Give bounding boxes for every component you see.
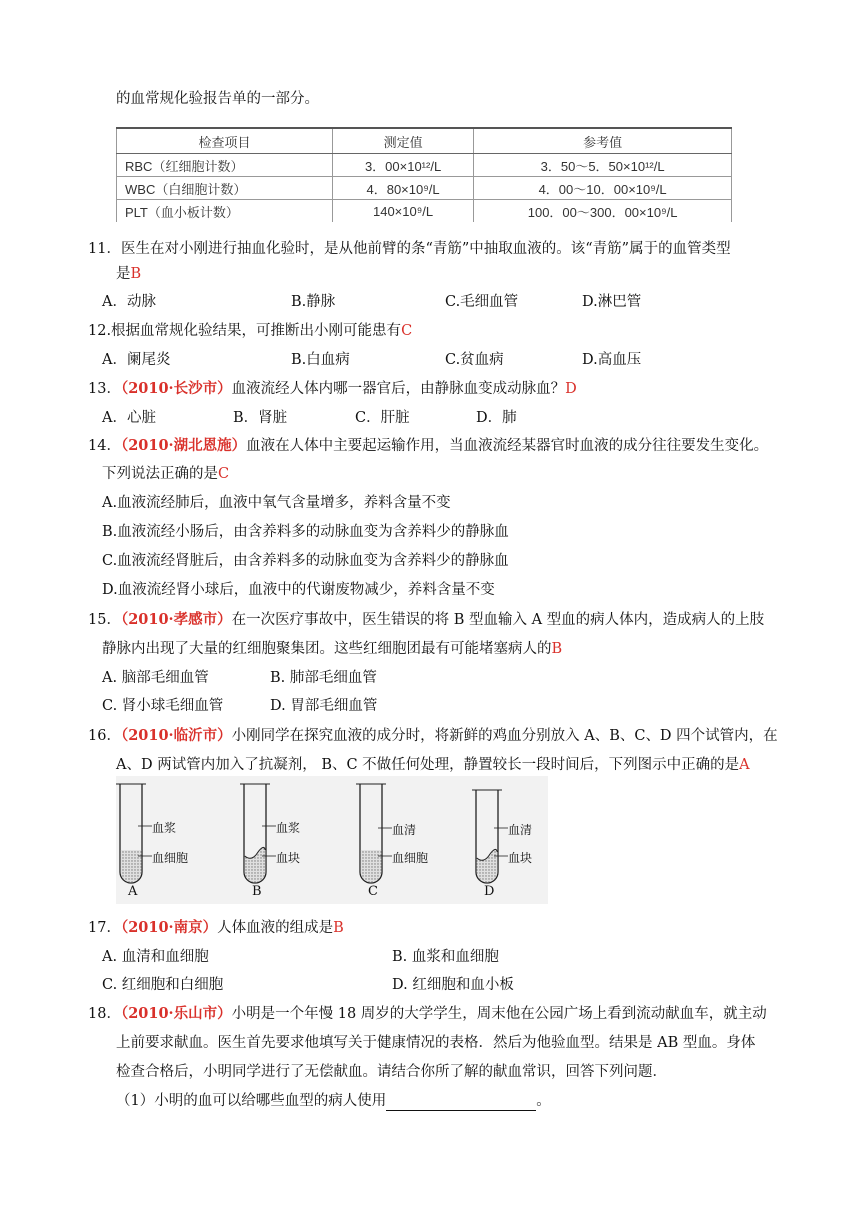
tube-c (356, 784, 392, 883)
q14-option-d: D.血液流经肾小球后，血液中的代谢废物减少，养料含量不变 (102, 582, 495, 598)
q13-option-c: C．肝脏 (355, 410, 410, 426)
q16-text (88, 726, 778, 746)
q18-num: 18． (88, 1006, 121, 1022)
q17-option-a: A. 血清和血细胞 (102, 949, 209, 965)
q17-num: 17． (88, 920, 121, 936)
header-item: 检查项目 (117, 128, 333, 154)
q14-line2 (102, 464, 229, 484)
q15-option-b: B. 肺部毛细血管 (270, 670, 377, 686)
q14-source: （2010·湖北恩施） (120, 437, 247, 454)
q17-stem: 人体血液的组成是 (217, 920, 334, 936)
q16-num: 16． (88, 728, 121, 744)
q16-line2 (116, 755, 750, 775)
row-value: 3．00×10¹²/L (332, 154, 473, 177)
row-ref: 100．00～300．00×10⁹/L (474, 200, 732, 223)
q18-source: （2010·乐山市） (120, 1005, 232, 1022)
tube-d (472, 790, 508, 883)
tube-a-letter: A (128, 884, 138, 899)
intro-text: 的血常规化验报告单的一部分。 (116, 91, 319, 107)
q14-stem: 血液在人体中主要起运输作用，当血液流经某器官时血液的成分往往要发生变化。 (246, 438, 769, 454)
q11-option-d: D.淋巴管 (582, 294, 642, 310)
q15-line2 (102, 639, 562, 659)
row-value: 4．80×10⁹/L (332, 177, 473, 200)
q12-stem: 12.根据血常规化验结果，可推断出小刚可能患有 (88, 323, 402, 339)
q16-answer: A (739, 757, 750, 773)
q14-option-a: A.血液流经肺后，血液中氧气含量增多，养料含量不变 (102, 495, 451, 511)
q16-line2-text: A、D 两试管内加入了抗凝剂， B、C 不做任何处理，静置较长一段时间后，下列图示中正确的是 (116, 757, 740, 773)
q15-line2-text: 静脉内出现了大量的红细胞聚集团。这些红细胞团最有可能堵塞病人的 (102, 641, 552, 657)
tube-b (240, 784, 276, 883)
test-tube-figure (116, 776, 548, 904)
q15-option-d: D. 胃部毛细血管 (270, 698, 378, 714)
q11-option-c: C.毛细血管 (445, 294, 519, 310)
table-row (117, 154, 732, 177)
q13-num: 13． (88, 381, 121, 397)
row-value: 140×10⁹/L (332, 200, 473, 223)
q16-stem: 小刚同学在探究血液的成分时，将新鲜的鸡血分别放入 A、B、C、D 四个试管内，在 (231, 728, 778, 744)
q12-option-c: C.贫血病 (445, 352, 504, 368)
tube-b-bottom-label: 血块 (276, 851, 301, 865)
q13-stem: 血液流经人体内哪一器官后，由静脉血变成动脉血？ (231, 381, 566, 397)
q17-text (88, 918, 344, 938)
q13-source: （2010·长沙市） (120, 380, 232, 397)
q11-line2-text: 是 (116, 266, 131, 282)
row-item: PLT（血小板计数） (117, 200, 333, 223)
q18-sub1-end: 。 (536, 1093, 551, 1109)
row-item: RBC（红细胞计数） (117, 154, 333, 177)
q18-text (88, 1004, 767, 1024)
q15-num: 15． (88, 612, 121, 628)
table-row (117, 177, 732, 200)
blood-test-table (116, 127, 732, 222)
q13-option-d: D．肺 (476, 410, 517, 426)
tube-c-letter: C (368, 884, 378, 899)
q14-option-c: C.血液流经肾脏后，由含养料多的动脉血变为含养料少的静脉血 (102, 553, 509, 569)
q15-source: （2010·孝感市） (120, 611, 232, 628)
q11-line2 (116, 264, 141, 284)
q15-option-c: C. 肾小球毛细血管 (102, 698, 224, 714)
q11-text: 11．医生在对小刚进行抽血化验时，是从他前臂的条“青筋”中抽取血液的。该“青筋”属于的血管类型 (88, 241, 731, 257)
row-ref: 3．50～5．50×10¹²/L (474, 154, 732, 177)
tube-a-bottom-label: 血细胞 (152, 851, 189, 865)
q11-option-b: B.静脉 (291, 294, 336, 310)
q15-text (88, 610, 764, 630)
q13-option-b: B．肾脏 (233, 410, 288, 426)
tube-a (116, 784, 152, 883)
q14-answer: C (218, 466, 230, 482)
q12-option-d: D.高血压 (582, 352, 642, 368)
q13-text (88, 379, 577, 399)
row-ref: 4．00～10．00×10⁹/L (474, 177, 732, 200)
q15-option-a: A. 脑部毛细血管 (102, 670, 209, 686)
q17-source: （2010·南京） (120, 919, 218, 936)
tube-a-top-label: 血浆 (152, 821, 177, 835)
q17-answer: B (333, 920, 344, 936)
header-reference: 参考值 (474, 128, 732, 154)
header-value: 测定值 (332, 128, 473, 154)
q18-line3: 检查合格后，小明同学进行了无偿献血。请结合你所了解的献血常识，回答下列问题． (116, 1064, 667, 1080)
row-item: WBC（白细胞计数） (117, 177, 333, 200)
answer-blank[interactable] (386, 1095, 536, 1111)
q16-source: （2010·临沂市） (120, 727, 232, 744)
table-row (117, 200, 732, 223)
q17-option-c: C. 红细胞和白细胞 (102, 977, 224, 993)
q14-num: 14． (88, 438, 121, 454)
q11-option-a: A．动脉 (102, 294, 156, 310)
q18-sub1 (116, 1091, 551, 1111)
q13-option-a: A．心脏 (102, 410, 156, 426)
q14-option-b: B.血液流经小肠后，由含养料多的动脉血变为含养料少的静脉血 (102, 524, 509, 540)
tube-c-top-label: 血清 (392, 823, 417, 837)
q17-option-d: D. 红细胞和血小板 (392, 977, 514, 993)
tube-c-bottom-label: 血细胞 (392, 851, 429, 865)
q15-answer: B (551, 641, 563, 657)
tube-d-top-label: 血清 (508, 823, 533, 837)
q18-stem: 小明是一个年慢 18 周岁的大学学生，周末他在公园广场上看到流动献血车，就主动 (231, 1006, 767, 1022)
tube-d-bottom-label: 血块 (508, 851, 533, 865)
q11-answer: B (130, 266, 142, 282)
tube-b-letter: B (252, 884, 262, 899)
q18-line2: 上前要求献血。医生首先要求他填写关于健康情况的表格．然后为他验血型。结果是 AB 型血。身体 (116, 1035, 756, 1051)
q17-option-b: B. 血浆和血细胞 (392, 949, 499, 965)
q14-line2-text: 下列说法正确的是 (102, 466, 218, 482)
q12-text (88, 321, 412, 341)
q15-stem: 在一次医疗事故中，医生错误的将 B 型血输入 A 型血的病人体内，造成病人的上肢 (231, 612, 765, 628)
q18-sub1-text: （1）小明的血可以给哪些血型的病人使用 (116, 1093, 387, 1109)
q14-text (88, 436, 768, 456)
q12-option-b: B.白血病 (291, 352, 350, 368)
q12-answer: C (401, 323, 413, 339)
q13-answer: D (565, 381, 577, 397)
q12-option-a: A．阑尾炎 (102, 352, 171, 368)
tube-d-letter: D (484, 884, 495, 899)
tube-b-top-label: 血浆 (276, 821, 301, 835)
